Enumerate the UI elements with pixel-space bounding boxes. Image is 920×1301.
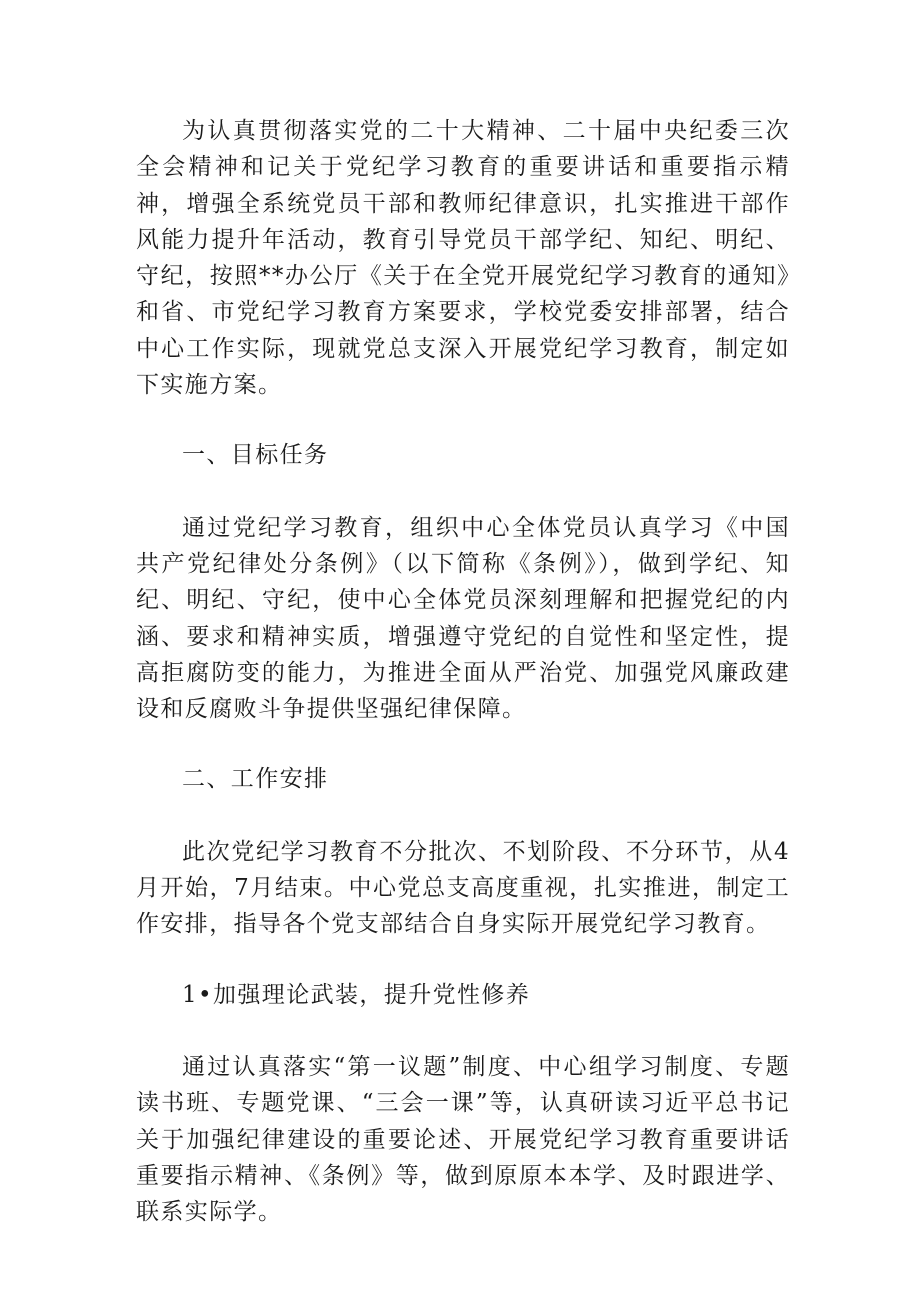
section-goals-paragraph: 通过党纪学习教育，组织中心全体党员认真学习《中国共产党纪律处分条例》（以下简称《条例》），做到学纪、知纪、明纪、守纪，使中心全体党员深刻理解和把握党纪的内涵、要求和精神实质，增强遵守党纪的自觉性和坚定性，提高拒腐防变的能力，为推进全面从严治党、加强党风廉政建设和反腐败斗争提供坚强纪律保障。 (136, 514, 790, 723)
intro-paragraph: 为认真贯彻落实党的二十大精神、二十届中央纪委三次全会精神和记关于党纪学习教育的重要讲话和重要指示精神，增强全系统党员干部和教师纪律意识，扎实推进干部作风能力提升年活动，教育引导党员干部学纪、知纪、明纪、守纪，按照**办公厅《关于在全党开展党纪学习教育的通知》和省、市党纪学习教育方案要求，学校党委安排部署，结合中心工作实际，现就党总支深入开展党纪学习教育，制定如下实施方案。 (136, 118, 790, 399)
document-body (136, 113, 790, 1230)
section-heading-goals: 一、目标任务 (182, 442, 329, 469)
spacer (136, 1013, 790, 1049)
spacer (136, 727, 790, 761)
spacer (136, 403, 790, 437)
subsection-heading-theory: 1•加强理论武装，提升党性修养 (182, 981, 531, 1008)
subsection-theory-paragraph: 通过认真落实“第一议题”制度、中心组学习制度、专题读书班、专题党课、“三会一课”等，认真研读习近平总书记关于加强纪律建设的重要论述、开展党纪学习教育重要讲话重要指示精神、《条例》等，做到原原本本学、及时跟进学、联系实际学。 (136, 1053, 790, 1226)
spacer (136, 798, 790, 834)
section-heading-arrangements: 二、工作安排 (182, 766, 329, 793)
section-arrangements-paragraph: 此次党纪学习教育不分批次、不划阶段、不分环节，从4月开始，7月结束。中心党总支高度重视，扎实推进，制定工作安排，指导各个党支部结合自身实际开展党纪学习教育。 (136, 838, 790, 938)
spacer (136, 474, 790, 510)
spacer (136, 943, 790, 977)
